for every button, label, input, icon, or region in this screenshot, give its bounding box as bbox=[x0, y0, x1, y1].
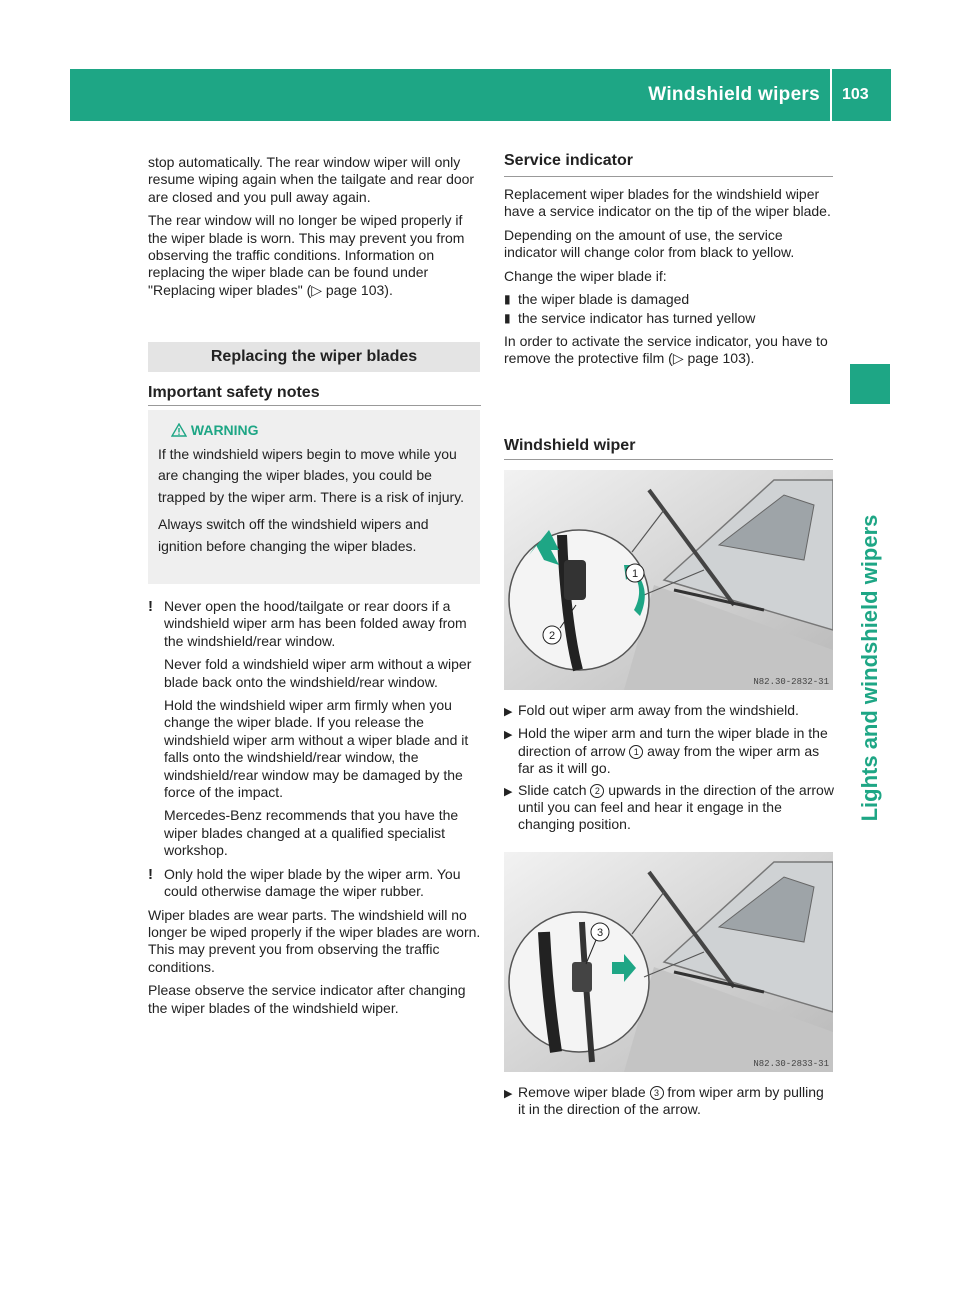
bullet-icon: ▮ bbox=[504, 292, 511, 307]
list-item-text: the service indicator has turned yellow bbox=[518, 310, 756, 327]
notes-and-text bbox=[148, 598, 481, 1023]
paragraph: Wiper blades are wear parts. The windshield will no longer be wiped properly if the wiper blades are worn. This may prevent you from observing the traffic conditions. bbox=[148, 906, 481, 975]
list-item bbox=[504, 310, 834, 327]
note-text: Hold the windshield wiper arm firmly when you change the wiper blade. If you release the windshield wiper arm without a wiper blade and it falls onto the windshield/rear window, the windshield/rear window may be damaged by the force of the impact. bbox=[164, 697, 469, 801]
step-item bbox=[504, 725, 834, 777]
step-text bbox=[518, 725, 834, 777]
warning-content bbox=[158, 420, 476, 557]
note-block bbox=[148, 598, 481, 866]
heading-rule bbox=[504, 459, 833, 460]
heading-rule bbox=[148, 405, 481, 406]
callout-number-icon: 3 bbox=[650, 1086, 664, 1100]
note-text: Never open the hood/tailgate or rear doors if a windshield wiper arm has been folded away from the windshield/rear window. bbox=[164, 598, 467, 649]
step-text-part: Remove wiper blade bbox=[518, 1084, 650, 1100]
header-separator bbox=[830, 69, 832, 121]
subsection-title: Important safety notes bbox=[148, 384, 320, 401]
callout-number-icon: 1 bbox=[629, 745, 643, 759]
step-arrow-icon: ▶ bbox=[504, 1088, 513, 1100]
figure-code: N82.30-2833-31 bbox=[753, 1059, 829, 1069]
paragraph: Depending on the amount of use, the service indicator will change color from black to yellow. bbox=[504, 226, 795, 261]
warning-label: WARNING bbox=[190, 422, 259, 438]
section-title-service: Service indicator bbox=[504, 152, 633, 169]
step-item bbox=[504, 1084, 834, 1119]
step-text: Fold out wiper arm away from the windshield. bbox=[518, 702, 799, 718]
warning-text: If the windshield wipers begin to move while you are changing the wiper blades, you could be trapped by the wiper arm. There is a risk of injury. bbox=[158, 445, 465, 505]
wiper-illustration-2 bbox=[504, 852, 833, 1072]
note-block bbox=[148, 866, 481, 907]
header-title: Windshield wipers bbox=[648, 84, 820, 105]
paragraph: Replacement wiper blades for the windshield wiper have a service indicator on the tip of the wiper blade. bbox=[504, 186, 831, 220]
heading-rule bbox=[504, 176, 833, 177]
paragraph: stop automatically. The rear window wiper will only resume wiping again when the tailgate and rear door are closed and you pull away again. bbox=[148, 154, 475, 205]
paragraph: Change the wiper blade if: bbox=[504, 267, 667, 284]
step-arrow-icon: ▶ bbox=[504, 785, 513, 798]
section-title-wiper: Windshield wiper bbox=[504, 437, 636, 454]
figure-callout-2: 2 bbox=[548, 630, 556, 642]
step-arrow-icon: ▶ bbox=[504, 729, 513, 742]
warning-triangle-icon bbox=[171, 423, 187, 437]
figure-wiper-remove bbox=[504, 852, 833, 1072]
step-text-part: Slide catch bbox=[518, 781, 591, 798]
list-item-text: the wiper blade is damaged bbox=[518, 291, 690, 308]
warning-text: Always switch off the windshield wipers and ignition before changing the wiper blades. bbox=[158, 516, 429, 554]
bullet-icon: ▮ bbox=[504, 311, 511, 326]
note-text: Never fold a windshield wiper arm without a wiper blade back onto the windshield/rear window. bbox=[164, 656, 472, 690]
step-text bbox=[518, 782, 834, 834]
page-number: 103 bbox=[842, 86, 869, 103]
paragraph: Please observe the service indicator after changing the wiper blades of the windshield wiper. bbox=[148, 982, 466, 1016]
figure-callout-1: 1 bbox=[631, 568, 639, 580]
section-title: Replacing the wiper blades bbox=[210, 348, 418, 365]
step-text-part: from wiper arm by pulling it in the direction of the arrow. bbox=[518, 1084, 824, 1118]
side-tab-label: Lights and windshield wipers bbox=[857, 514, 882, 822]
step-text bbox=[518, 1084, 834, 1119]
step-item bbox=[504, 702, 834, 721]
intro-text bbox=[148, 154, 481, 305]
figure-wiper-fold-out bbox=[504, 470, 833, 690]
paragraph: The rear window will no longer be wiped properly if the wiper blade is worn. This may prevent you from observing the traffic conditions. Information on replacing the wiper blade can be found under "Replacing wiper blades" (▷ page 103). bbox=[148, 212, 465, 298]
service-text bbox=[504, 186, 834, 374]
step-text-part: upwards in the direction of the arrow until you can feel and hear it engage in the changing position. bbox=[518, 781, 834, 833]
exclamation-icon: ! bbox=[148, 865, 153, 883]
step-item bbox=[504, 782, 834, 834]
section-heading-box bbox=[148, 342, 480, 372]
step-arrow-icon: ▶ bbox=[504, 706, 513, 718]
step-text-part: Hold the wiper arm and turn the wiper blade in the direction of arrow bbox=[518, 725, 828, 759]
paragraph: In order to activate the service indicator, you have to remove the protective film (▷ page 103). bbox=[504, 332, 828, 367]
step-text-part: away from the wiper arm as far as it will go. bbox=[518, 742, 820, 777]
warning-heading bbox=[171, 420, 476, 442]
wiper-illustration-1 bbox=[504, 470, 833, 690]
list-item bbox=[504, 291, 834, 308]
figure-code: N82.30-2832-31 bbox=[753, 677, 829, 687]
side-tab-marker bbox=[850, 364, 890, 404]
note-text: Only hold the wiper blade by the wiper arm. You could otherwise damage the wiper rubber. bbox=[164, 865, 461, 900]
figure-callout-3: 3 bbox=[596, 927, 604, 939]
exclamation-icon: ! bbox=[148, 598, 153, 615]
steps-2 bbox=[504, 1084, 834, 1123]
steps-1 bbox=[504, 702, 834, 838]
note-text: Mercedes-Benz recommends that you have the wiper blades changed at a qualified specialist workshop. bbox=[164, 807, 459, 859]
callout-number-icon: 2 bbox=[590, 784, 604, 798]
